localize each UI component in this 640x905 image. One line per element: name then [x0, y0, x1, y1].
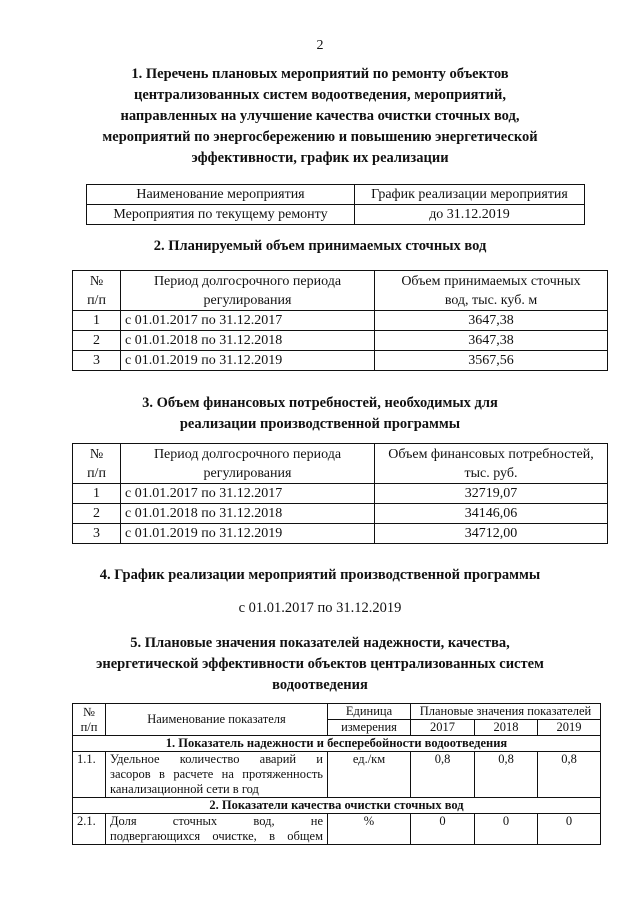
section-1-table — [86, 184, 585, 225]
header-period: Период долгосрочного периода регулирования — [121, 271, 375, 311]
section-5-title: 5. Плановые значения показателей надежности, качества, энергетической эффективности объектов централизованных систем водоотведения — [96, 635, 544, 693]
section-5-table — [72, 703, 601, 845]
section-3-table — [72, 443, 608, 544]
table-header-row — [73, 271, 608, 311]
indicator-name: Доля сточных вод, не подвергающихся очистке, в общем — [106, 814, 328, 845]
header-period: Период долгосрочного периода регулирования — [121, 444, 375, 484]
table-header-row — [73, 444, 608, 484]
header-num: № п/п — [73, 444, 121, 484]
table-header-row — [87, 185, 585, 205]
activity-name-cell: Мероприятия по текущему ремонту — [87, 205, 355, 225]
table-row: 1.1. Удельное количество аварий и засоров в расчете на протяженность канализационной сети в год ед./км 0,8 0,8 0,8 — [73, 752, 601, 798]
header-planned-values: Плановые значения показателей — [411, 704, 601, 720]
header-activity-name: Наименование мероприятия — [87, 185, 355, 205]
table-row: 1 с 01.01.2017 по 31.12.2017 32719,07 — [73, 484, 608, 504]
header-num: № п/п — [73, 271, 121, 311]
header-year-2018: 2018 — [475, 720, 538, 736]
section-4-title: 4. График реализации мероприятий производственной программы — [99, 567, 541, 583]
header-indicator-name: Наименование показателя — [106, 704, 328, 736]
page-number: 2 — [316, 38, 324, 53]
section-2-title: 2. Планируемый объем принимаемых сточных вод — [153, 238, 487, 254]
header-year-2017: 2017 — [411, 720, 475, 736]
section-3-title: 3. Объем финансовых потребностей, необходимых для реализации производственной программы — [142, 395, 498, 432]
header-unit-line1: Единица — [328, 704, 411, 720]
table-row: 1 с 01.01.2017 по 31.12.2017 3647,38 — [73, 311, 608, 331]
table-header-row — [73, 704, 601, 720]
header-year-2019: 2019 — [538, 720, 601, 736]
header-unit-line2: измерения — [328, 720, 411, 736]
group-row — [73, 736, 601, 752]
table-row: 3 с 01.01.2019 по 31.12.2019 34712,00 — [73, 524, 608, 544]
table-row: 2.1. Доля сточных вод, не подвергающихся очистке, в общем % 0 0 0 — [73, 814, 601, 845]
group-title: 1. Показатель надежности и бесперебойности водоотведения — [73, 736, 601, 752]
header-volume: Объем принимаемых сточных вод, тыс. куб. м — [375, 271, 608, 311]
table-row — [87, 205, 585, 225]
table-row: 3 с 01.01.2019 по 31.12.2019 3567,56 — [73, 351, 608, 371]
section-1-title: 1. Перечень плановых мероприятий по ремонту объектов централизованных систем водоотведения, мероприятий, направленных на улучшение качества очистки сточных вод, мероприятий по энергосбережению и повышению энергетической эффективности, график их реализации — [102, 66, 538, 166]
table-row: 2 с 01.01.2018 по 31.12.2018 3647,38 — [73, 331, 608, 351]
header-num: № п/п — [73, 704, 106, 736]
table-row: 2 с 01.01.2018 по 31.12.2018 34146,06 — [73, 504, 608, 524]
section-2-table — [72, 270, 608, 371]
group-title: 2. Показатели качества очистки сточных вод — [73, 798, 601, 814]
activity-schedule-cell: до 31.12.2019 — [355, 205, 585, 225]
header-finance: Объем финансовых потребностей, тыс. руб. — [375, 444, 608, 484]
header-activity-schedule: График реализации мероприятия — [355, 185, 585, 205]
indicator-name: Удельное количество аварий и засоров в расчете на протяженность канализационной сети в год — [106, 752, 328, 798]
section-4-period: с 01.01.2017 по 31.12.2019 — [238, 600, 402, 616]
group-row — [73, 798, 601, 814]
